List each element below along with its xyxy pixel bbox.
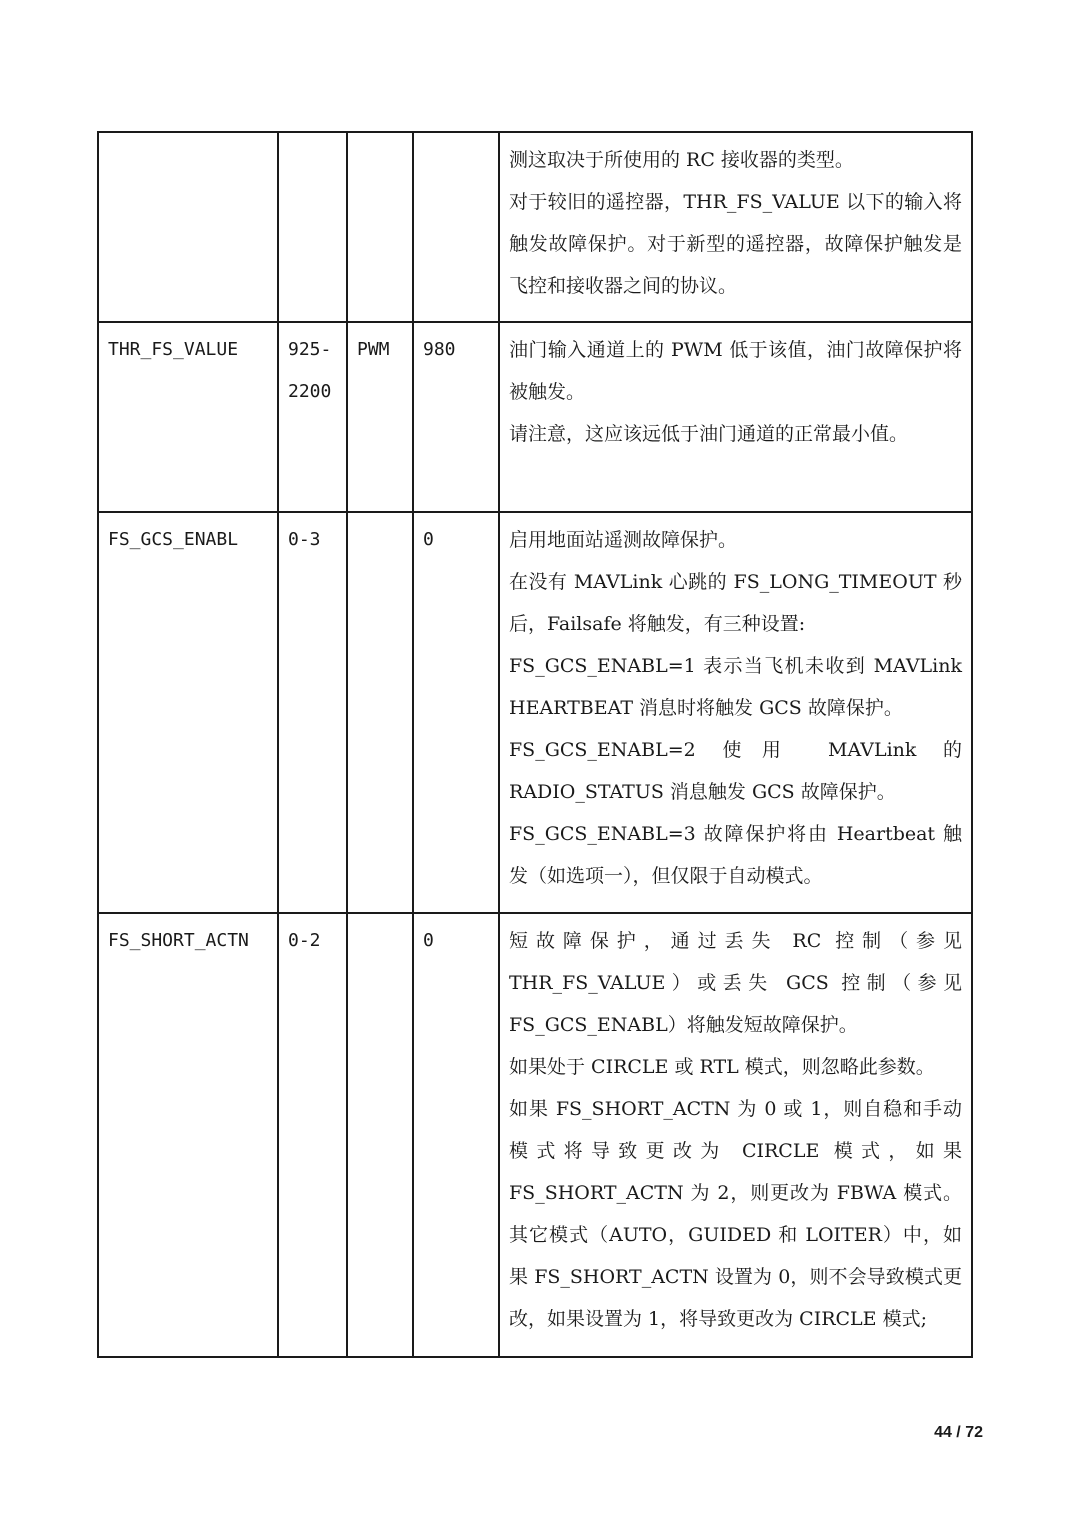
table-row xyxy=(98,322,972,512)
table-row xyxy=(98,913,972,1357)
param-range-cell: 0-2 xyxy=(278,913,347,1357)
param-description-cell xyxy=(499,913,972,1357)
param-range-cell: 925-2200 xyxy=(278,322,347,512)
table-row xyxy=(98,512,972,913)
param-name-cell xyxy=(98,132,278,322)
description-paragraph: FS_GCS_ENABL=3 故障保护将由 Heartbeat 触发（如选项一），但仅限于自动模式。 xyxy=(509,823,962,887)
description-paragraph: 油门输入通道上的 PWM 低于该值，油门故障保护将被触发。 xyxy=(509,339,962,403)
param-default-cell: 0 xyxy=(413,512,499,913)
param-default-cell: 980 xyxy=(413,322,499,512)
description-paragraph: FS_GCS_ENABL=1 表示当飞机未收到 MAVLink HEARTBEAT 消息时将触发 GCS 故障保护。 xyxy=(509,655,962,719)
param-default-cell xyxy=(413,132,499,322)
param-name-cell: THR_FS_VALUE xyxy=(98,322,278,512)
param-unit-cell xyxy=(347,132,413,322)
table-row xyxy=(98,132,972,322)
param-name-cell: FS_SHORT_ACTN xyxy=(98,913,278,1357)
description-paragraph: 请注意，这应该远低于油门通道的正常最小值。 xyxy=(509,423,909,445)
param-name-cell: FS_GCS_ENABL xyxy=(98,512,278,913)
param-unit-cell xyxy=(347,512,413,913)
param-unit-cell xyxy=(347,913,413,1357)
param-description-cell xyxy=(499,512,972,913)
description-paragraph: 短故障保护，通过丢失 RC 控制（参见 THR_FS_VALUE）或丢失 GCS 控制（参见 FS_GCS_ENABL）将触发短故障保护。 xyxy=(509,930,962,1036)
description-paragraph: FS_GCS_ENABL=2 使用 MAVLink 的 RADIO_STATUS 消息触发 GCS 故障保护。 xyxy=(509,739,962,803)
param-range-cell xyxy=(278,132,347,322)
description-paragraph: 在没有 MAVLink 心跳的 FS_LONG_TIMEOUT 秒后，Failsafe 将触发，有三种设置: xyxy=(509,571,962,635)
param-description-cell xyxy=(499,132,972,322)
description-paragraph: 如果 FS_SHORT_ACTN 为 0 或 1，则自稳和手动模式将导致更改为 CIRCLE 模式，如果 FS_SHORT_ACTN 为 2，则更改为 FBWA 模式。其它模式（AUTO，GUIDED 和 LOITER）中，如果 FS_SHORT_ACTN 设置为 0，则不会导致模式更改，如果设置为 1，将导致更改为 CIRCLE 模式; xyxy=(509,1098,962,1330)
page-number: 44 / 72 xyxy=(934,1424,983,1441)
param-description-cell xyxy=(499,322,972,512)
description-paragraph: 如果处于 CIRCLE 或 RTL 模式，则忽略此参数。 xyxy=(509,1056,935,1078)
description-paragraph: 测这取决于所使用的 RC 接收器的类型。 xyxy=(509,149,854,171)
param-default-cell: 0 xyxy=(413,913,499,1357)
description-paragraph: 启用地面站遥测故障保护。 xyxy=(509,529,738,551)
parameter-table xyxy=(97,131,973,1358)
param-range-cell: 0-3 xyxy=(278,512,347,913)
description-paragraph: 对于较旧的遥控器，THR_FS_VALUE 以下的输入将触发故障保护。对于新型的遥控器，故障保护触发是飞控和接收器之间的协议。 xyxy=(509,191,962,297)
param-unit-cell: PWM xyxy=(347,322,413,512)
